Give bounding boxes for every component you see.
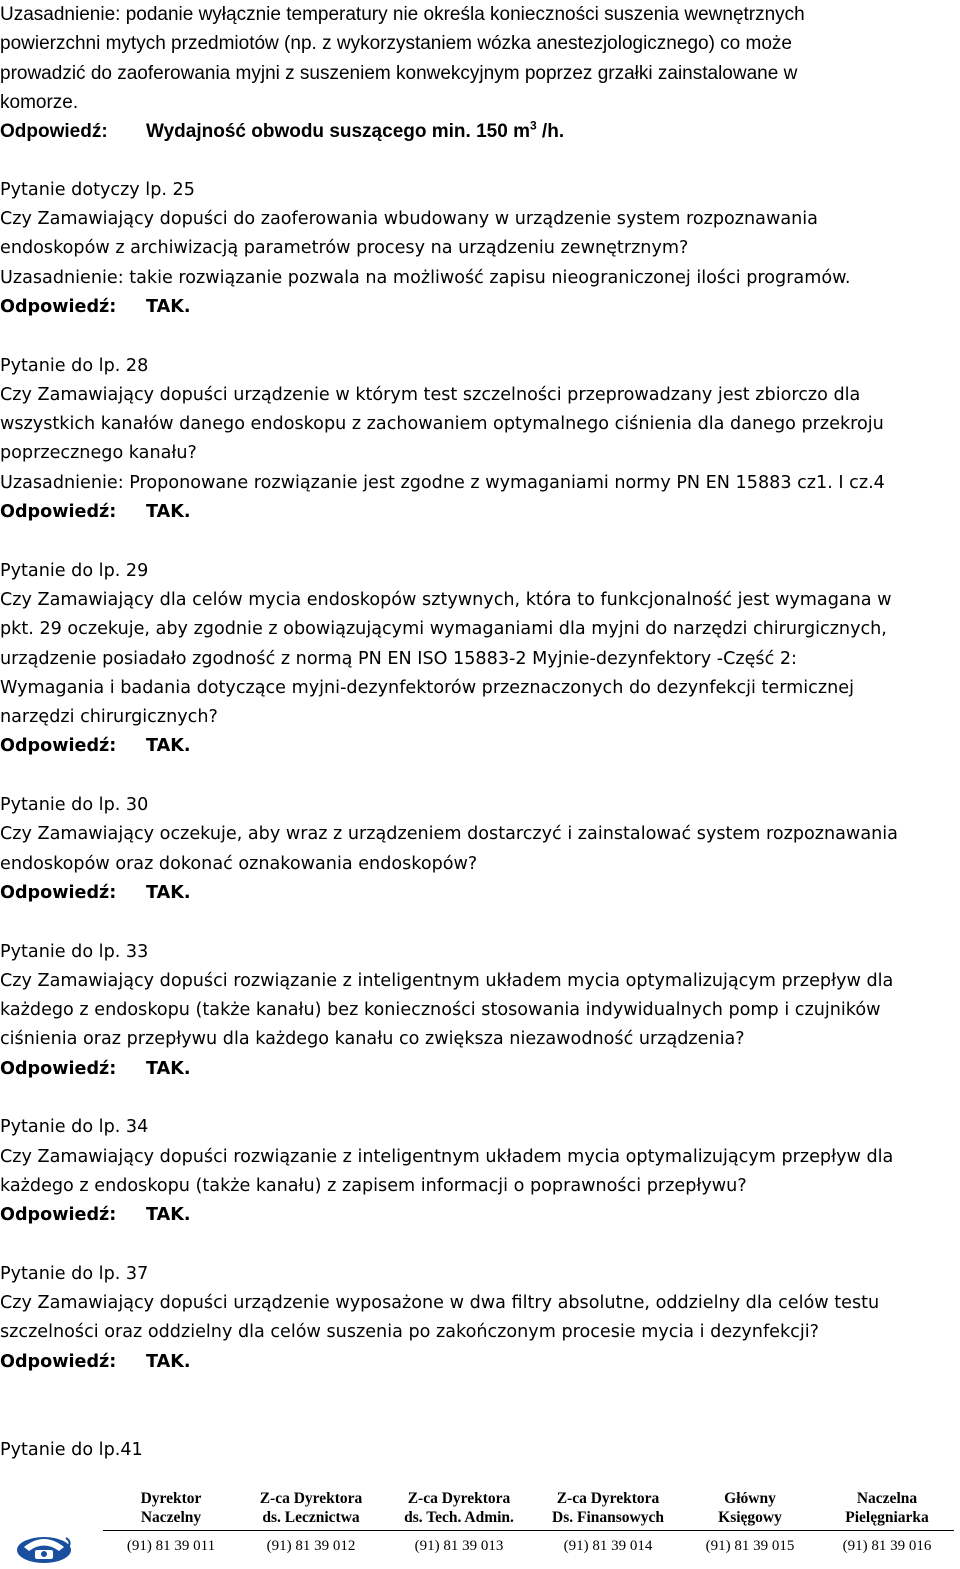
question-answer — [0, 1348, 955, 1377]
question-section — [0, 791, 955, 908]
question-line: Czy Zamawiający dopuści urządzenie wyposażone w dwa filtry absolutne, oddzielny dla celów testu — [0, 1293, 880, 1314]
intro-answer — [0, 117, 955, 146]
answer-unit: /h. — [536, 121, 565, 143]
contact-subtitle: ds. Lecznictwa — [262, 1508, 360, 1526]
question-line: urządzenie posiadało zgodność z normą PN EN ISO 15883-2 Myjnie-dezynfektory -Część 2: — [0, 648, 797, 669]
contact-title: Z-ca Dyrektora — [259, 1490, 363, 1507]
question-heading: Pytanie do lp. 34 — [0, 1117, 149, 1138]
question-line: wszystkich kanałów danego endoskopu z zachowaniem optymalnego ciśnienia dla danego przekroju — [0, 414, 884, 435]
contact-title: Z-ca Dyrektora — [556, 1490, 660, 1507]
question-heading: Pytanie do lp. 30 — [0, 795, 149, 816]
answer-label: Odpowiedź: — [0, 1058, 117, 1079]
footer-contact — [384, 1490, 534, 1554]
question-heading: Pytanie do lp. 37 — [0, 1263, 149, 1284]
answer-label: Odpowiedź: — [0, 502, 117, 523]
contact-title: Główny — [724, 1490, 776, 1507]
contact-subtitle: Naczelny — [140, 1508, 202, 1526]
answer-label: Odpowiedź: — [0, 736, 117, 757]
answer-label: Odpowiedź: — [0, 882, 117, 903]
question-line: pkt. 29 oczekuje, aby zgodnie z obowiązującymi wymaganiami dla myjni do narzędzi chirurgicznych, — [0, 619, 887, 640]
intro-line: Uzasadnienie: podanie wyłącznie temperatury nie określa konieczności suszenia wewnętrznych — [0, 4, 805, 25]
contact-phone: (91) 81 39 011 — [126, 1538, 216, 1554]
contact-title: Z-ca Dyrektora — [407, 1490, 511, 1507]
question-line: poprzecznego kanału? — [0, 443, 197, 464]
contact-title: Naczelna — [856, 1490, 918, 1507]
question-line: szczelności oraz oddzielny dla celów suszenia po zakończonym procesie mycia i dezynfekcji? — [0, 1322, 819, 1343]
question-line: Czy Zamawiający dla celów mycia endoskopów sztywnych, która to funkcjonalność jest wymagana w — [0, 589, 892, 610]
question-line: Czy Zamawiający dopuści rozwiązanie z inteligentnym układem mycia optymalizującym przepływ dla — [0, 970, 894, 991]
answer-text: TAK. — [146, 502, 191, 523]
answer-text: TAK. — [146, 296, 191, 317]
question-line: endoskopów z archiwizacją parametrów procesy na urządzeniu zewnętrznym? — [0, 238, 689, 259]
answer-label: Odpowiedź: — [0, 1351, 117, 1372]
question-heading: Pytanie do lp. 28 — [0, 355, 149, 376]
footer-contact — [236, 1490, 386, 1554]
question-line: ciśnienia oraz przepływu dla każdego kanału co zwiększa niezawodność urządzenia? — [0, 1029, 745, 1050]
question-line: każdego z endoskopu (także kanału) bez konieczności stosowania indywidualnych pomp i czujników — [0, 1000, 881, 1021]
answer-text: TAK. — [146, 882, 191, 903]
footer-contact — [812, 1490, 960, 1554]
question-section — [0, 938, 955, 1084]
intro-line: prowadzić do zaoferowania myjni z suszeniem konwekcyjnym poprzez grzałki zainstalowane w — [0, 62, 798, 84]
question-section — [0, 352, 955, 528]
question-line: Uzasadnienie: takie rozwiązanie pozwala na możliwość zapisu nieograniczonej ilości programów. — [0, 267, 851, 288]
contact-phone: (91) 81 39 016 — [842, 1538, 932, 1554]
question-heading: Pytanie do lp. 29 — [0, 560, 149, 581]
question-heading: Pytanie dotyczy lp. 25 — [0, 179, 195, 200]
question-answer — [0, 293, 955, 322]
question-section — [0, 1113, 955, 1230]
question-answer — [0, 1201, 955, 1230]
question-answer — [0, 1055, 955, 1084]
question-answer — [0, 879, 955, 908]
question-line: Wymagania i badania dotyczące myjni-dezynfektorów przeznaczonych do dezynfekcji termicznej — [0, 677, 854, 698]
question-line: Czy Zamawiający dopuści rozwiązanie z inteligentnym układem mycia optymalizującym przepływ dla — [0, 1146, 894, 1167]
contact-subtitle: Pielęgniarka — [845, 1508, 929, 1526]
answer-text: Wydajność obwodu suszącego min. 150 m — [146, 121, 530, 143]
question-answer — [0, 498, 955, 527]
question-heading: Pytanie do lp. 33 — [0, 941, 149, 962]
answer-label: Odpowiedź: — [0, 121, 108, 143]
contact-phone: (91) 81 39 013 — [414, 1538, 504, 1554]
contact-phone: (91) 81 39 012 — [266, 1538, 356, 1554]
question-line: Czy Zamawiający oczekuje, aby wraz z urządzeniem dostarczyć i zainstalować system rozpoznawania — [0, 824, 898, 845]
question-section — [0, 176, 955, 322]
answer-text: TAK. — [146, 1351, 191, 1372]
contact-phone: (91) 81 39 015 — [705, 1538, 795, 1554]
question-line: Czy Zamawiający dopuści urządzenie w którym test szczelności przeprowadzany jest zbiorczo dla — [0, 384, 861, 405]
question-line: endoskopów oraz dokonać oznakowania endoskopów? — [0, 853, 478, 874]
footer-divider — [103, 1530, 954, 1531]
question-section — [0, 1260, 955, 1377]
question-line: Uzasadnienie: Proponowane rozwiązanie jest zgodne z wymaganiami normy PN EN 15883 cz1. I cz.4 — [0, 472, 885, 493]
contact-subtitle: Księgowy — [718, 1508, 782, 1526]
contact-title: Dyrektor — [140, 1490, 202, 1507]
contact-phone: (91) 81 39 014 — [563, 1538, 653, 1554]
page-footer — [0, 1484, 960, 1569]
question-heading: Pytanie do lp.41 — [0, 1439, 143, 1460]
answer-label: Odpowiedź: — [0, 296, 117, 317]
question-section — [0, 557, 955, 762]
telephone-logo-icon — [14, 1526, 74, 1566]
question-line: narzędzi chirurgicznych? — [0, 707, 218, 728]
question-line: Czy Zamawiający dopuści do zaoferowania wbudowany w urządzenie system rozpoznawania — [0, 209, 818, 230]
answer-superscript: 3 — [529, 118, 537, 133]
intro-block — [0, 0, 955, 146]
answer-label: Odpowiedź: — [0, 1205, 117, 1226]
intro-line: powierzchni mytych przedmiotów (np. z wykorzystaniem wózka anestezjologicznego) co może — [0, 33, 792, 55]
contact-subtitle: ds. Tech. Admin. — [404, 1508, 514, 1526]
answer-text: TAK. — [146, 1058, 191, 1079]
intro-line: komorze. — [0, 91, 79, 113]
question-answer — [0, 732, 955, 761]
answer-text: TAK. — [146, 736, 191, 757]
footer-contact — [675, 1490, 825, 1554]
footer-contact — [533, 1490, 683, 1554]
contact-subtitle: Ds. Finansowych — [552, 1508, 664, 1526]
question-line: każdego z endoskopu (także kanału) z zapisem informacji o poprawności przepływu? — [0, 1175, 747, 1196]
footer-contact — [96, 1490, 246, 1554]
answer-text: TAK. — [146, 1205, 191, 1226]
